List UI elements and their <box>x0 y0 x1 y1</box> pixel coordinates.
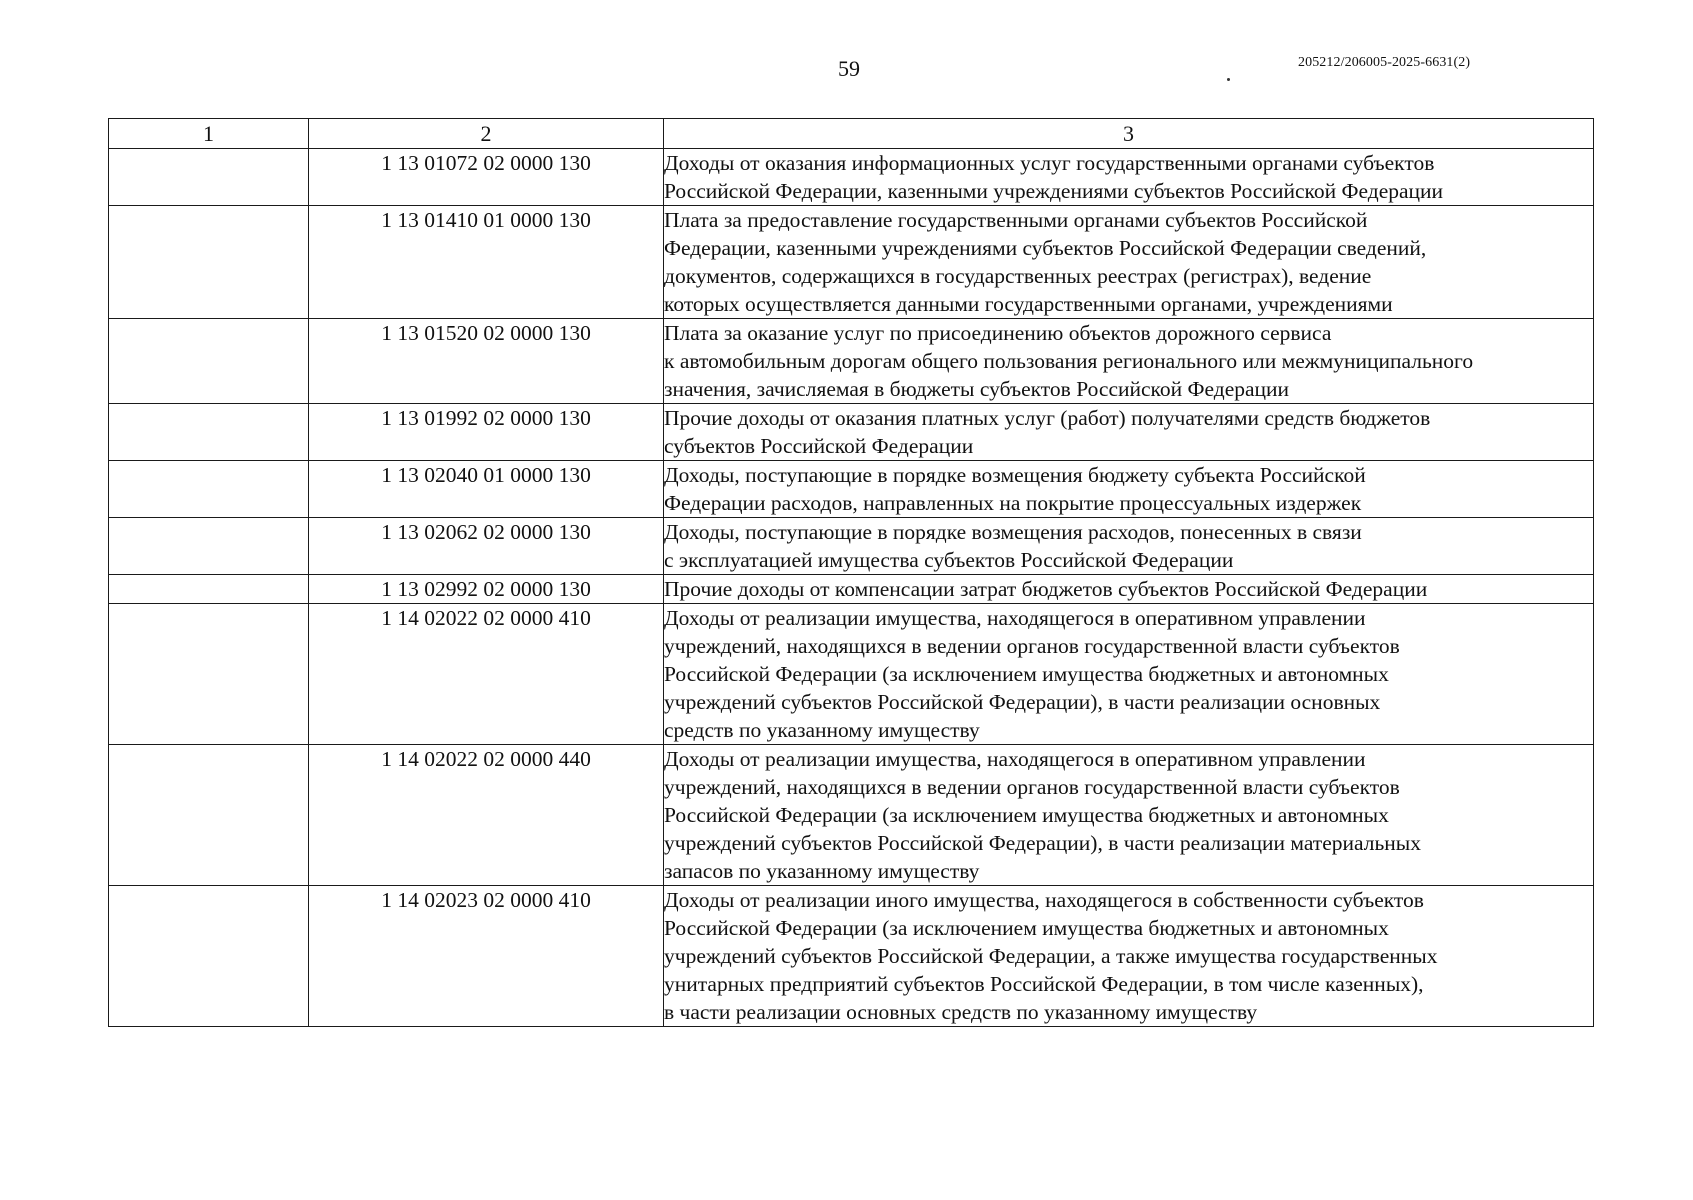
description-line: учреждений субъектов Российской Федерации, а также имущества государственных <box>664 944 1438 968</box>
description-line: к автомобильным дорогам общего пользования регионального или межмуниципального <box>664 349 1474 373</box>
income-description-cell <box>664 149 1594 206</box>
description-line: в части реализации основных средств по указанному имуществу <box>664 1000 1258 1024</box>
row-number-cell <box>109 604 309 745</box>
description-line: учреждений субъектов Российской Федерации), в части реализации основных <box>664 690 1381 714</box>
description-line: Российской Федерации (за исключением имущества бюджетных и автономных <box>664 916 1389 940</box>
budget-code-cell: 1 14 02022 02 0000 410 <box>309 604 664 745</box>
column-header-1: 1 <box>109 119 309 149</box>
document-id: 205212/206005-2025-6631(2) <box>1298 55 1471 70</box>
description-line: которых осуществляется данными государственными органами, учреждениями <box>664 292 1393 316</box>
table-row <box>109 149 1594 206</box>
income-description-cell <box>664 604 1594 745</box>
table-row <box>109 319 1594 404</box>
income-description-cell <box>664 461 1594 518</box>
table-row <box>109 206 1594 319</box>
description-line: Доходы от реализации имущества, находящегося в оперативном управлении <box>664 606 1366 630</box>
description-line: Плата за предоставление государственными органами субъектов Российской <box>664 208 1368 232</box>
budget-code-cell: 1 13 01072 02 0000 130 <box>309 149 664 206</box>
description-line: Российской Федерации, казенными учреждениями субъектов Российской Федерации <box>664 179 1444 203</box>
row-number-cell <box>109 149 309 206</box>
budget-code-cell: 1 14 02023 02 0000 410 <box>309 886 664 1027</box>
table-row <box>109 518 1594 575</box>
income-codes-table <box>108 118 1594 1027</box>
row-number-cell <box>109 461 309 518</box>
description-line: Доходы от реализации иного имущества, находящегося в собственности субъектов <box>664 888 1424 912</box>
row-number-cell <box>109 886 309 1027</box>
budget-code-cell: 1 13 01520 02 0000 130 <box>309 319 664 404</box>
description-line: Российской Федерации (за исключением имущества бюджетных и автономных <box>664 803 1389 827</box>
column-header-2: 2 <box>309 119 664 149</box>
row-number-cell <box>109 206 309 319</box>
income-description-cell <box>664 518 1594 575</box>
budget-code-cell: 1 13 02040 01 0000 130 <box>309 461 664 518</box>
description-line: унитарных предприятий субъектов Российской Федерации, в том числе казенных), <box>664 972 1424 996</box>
description-line: средств по указанному имуществу <box>664 718 980 742</box>
budget-code-cell: 1 13 01992 02 0000 130 <box>309 404 664 461</box>
description-line: Российской Федерации (за исключением имущества бюджетных и автономных <box>664 662 1389 686</box>
description-line: Федерации, казенными учреждениями субъектов Российской Федерации сведений, <box>664 236 1427 260</box>
row-number-cell <box>109 518 309 575</box>
table-row <box>109 461 1594 518</box>
description-line: значения, зачисляемая в бюджеты субъектов Российской Федерации <box>664 377 1290 401</box>
description-line: Плата за оказание услуг по присоединению объектов дорожного сервиса <box>664 321 1332 345</box>
budget-code-cell: 1 14 02022 02 0000 440 <box>309 745 664 886</box>
description-line: учреждений, находящихся в ведении органов государственной власти субъектов <box>664 634 1400 658</box>
income-description-cell <box>664 745 1594 886</box>
income-description-cell <box>664 404 1594 461</box>
table-body <box>109 119 1594 1027</box>
description-line: Доходы от реализации имущества, находящегося в оперативном управлении <box>664 747 1366 771</box>
description-line: Прочие доходы от оказания платных услуг (работ) получателями средств бюджетов <box>664 406 1431 430</box>
income-description-cell <box>664 886 1594 1027</box>
income-description-cell <box>664 206 1594 319</box>
table-header-row <box>109 119 1594 149</box>
description-line: документов, содержащихся в государственных реестрах (регистрах), ведение <box>664 264 1372 288</box>
scan-speck <box>1227 78 1230 81</box>
table-row <box>109 604 1594 745</box>
table-row <box>109 575 1594 604</box>
table-row <box>109 886 1594 1027</box>
budget-code-cell: 1 13 02992 02 0000 130 <box>309 575 664 604</box>
budget-code-cell: 1 13 01410 01 0000 130 <box>309 206 664 319</box>
description-line: с эксплуатацией имущества субъектов Российской Федерации <box>664 548 1234 572</box>
table-row <box>109 745 1594 886</box>
description-line: Доходы, поступающие в порядке возмещения бюджету субъекта Российской <box>664 463 1366 487</box>
income-description-cell <box>664 575 1594 604</box>
description-line: учреждений, находящихся в ведении органов государственной власти субъектов <box>664 775 1400 799</box>
row-number-cell <box>109 319 309 404</box>
description-line: Прочие доходы от компенсации затрат бюджетов субъектов Российской Федерации <box>664 577 1428 601</box>
page-number: 59 <box>838 56 860 81</box>
table-row <box>109 404 1594 461</box>
income-description-cell <box>664 319 1594 404</box>
description-line: запасов по указанному имуществу <box>664 859 980 883</box>
description-line: учреждений субъектов Российской Федерации), в части реализации материальных <box>664 831 1421 855</box>
description-line: Доходы от оказания информационных услуг государственными органами субъектов <box>664 151 1435 175</box>
description-line: субъектов Российской Федерации <box>664 434 974 458</box>
budget-code-cell: 1 13 02062 02 0000 130 <box>309 518 664 575</box>
row-number-cell <box>109 404 309 461</box>
description-line: Федерации расходов, направленных на покрытие процессуальных издержек <box>664 491 1362 515</box>
row-number-cell <box>109 745 309 886</box>
column-header-3: 3 <box>664 119 1594 149</box>
description-line: Доходы, поступающие в порядке возмещения расходов, понесенных в связи <box>664 520 1362 544</box>
row-number-cell <box>109 575 309 604</box>
